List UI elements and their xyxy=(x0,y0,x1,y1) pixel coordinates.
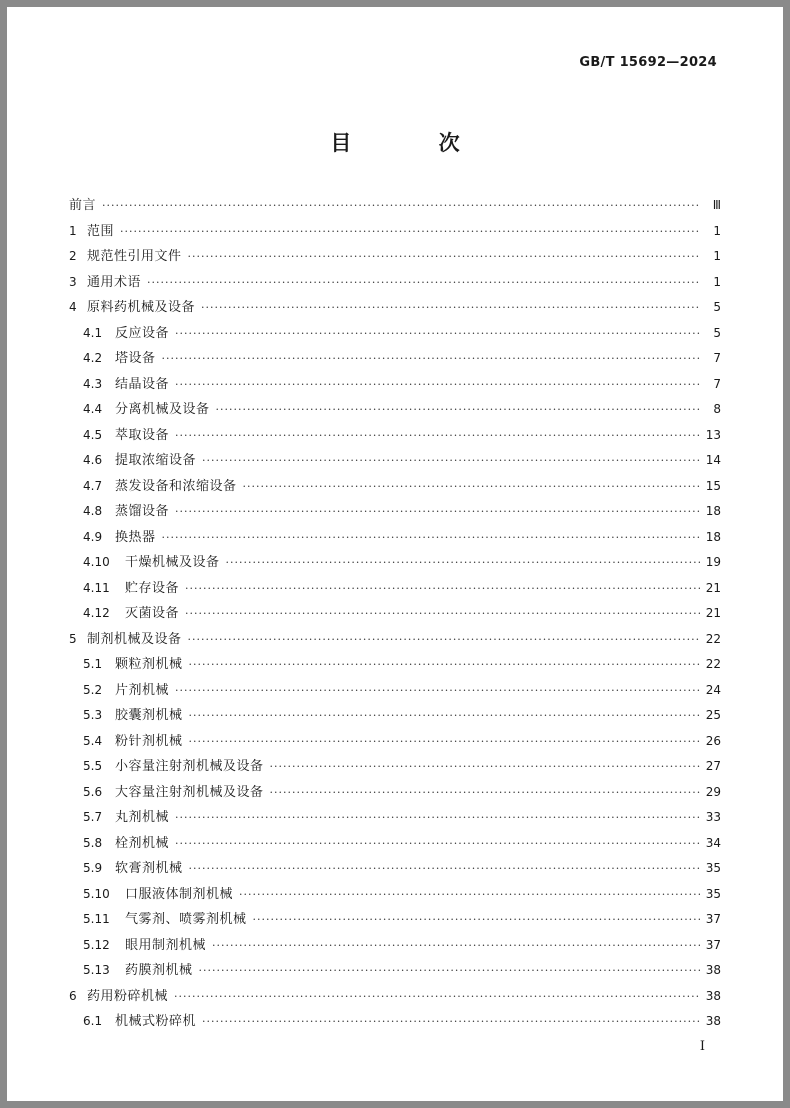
toc-entry-page: 1 xyxy=(713,274,721,289)
toc-entry-page: 18 xyxy=(705,504,721,518)
toc-entry-page: 7 xyxy=(713,376,721,391)
toc-entry-label: 胶囊剂机械 xyxy=(115,708,183,723)
toc-entry-number: 5.1 xyxy=(83,657,103,671)
toc-entry-page: 22 xyxy=(705,657,721,671)
toc-entry-label: 丸剂机械 xyxy=(115,810,170,825)
toc-entry-label: 萃取设备 xyxy=(115,427,170,443)
toc-leader-dots xyxy=(147,270,701,296)
toc-entry-page: 24 xyxy=(705,682,721,697)
toc-entry-page: 22 xyxy=(705,631,721,646)
toc-entry-number: 5.7 xyxy=(83,810,103,824)
toc-entry-number: 4.3 xyxy=(83,376,103,391)
toc-leader-dots xyxy=(189,856,700,882)
toc-entry[interactable] xyxy=(69,882,721,908)
toc-entry[interactable] xyxy=(69,780,721,806)
toc-entry-number: 4.8 xyxy=(83,504,103,518)
toc-entry-page: 38 xyxy=(705,1014,721,1028)
toc-entry-label: 提取浓缩设备 xyxy=(115,453,197,468)
toc-entry-number: 5.12 xyxy=(83,937,110,952)
toc-entry-label: 药膜剂机械 xyxy=(125,963,193,978)
toc-entry-page: 26 xyxy=(705,733,721,748)
toc-leader-dots xyxy=(201,295,701,321)
toc-leader-dots xyxy=(185,601,700,627)
toc-leader-dots xyxy=(188,244,701,270)
toc-entry[interactable] xyxy=(69,525,721,551)
toc-leader-dots xyxy=(243,474,700,500)
toc-entry-number: 4.10 xyxy=(83,555,110,569)
toc-leader-dots xyxy=(175,805,700,831)
toc-entry-label: 片剂机械 xyxy=(115,682,170,698)
toc-leader-dots xyxy=(189,652,700,678)
toc-entry-page: 38 xyxy=(705,963,721,977)
toc-entry-number: 4 xyxy=(69,300,77,314)
toc-entry-label: 结晶设备 xyxy=(115,376,170,392)
toc-leader-dots xyxy=(102,193,701,219)
toc-leader-dots xyxy=(175,321,701,347)
toc-entry-number: 5.2 xyxy=(83,682,103,697)
toc-entry-page: 25 xyxy=(705,708,721,722)
toc-entry-page: 38 xyxy=(705,988,721,1003)
toc-leader-dots xyxy=(188,627,700,653)
toc-entry-number: 6.1 xyxy=(83,1014,103,1028)
toc-entry-page: 14 xyxy=(705,453,721,467)
toc-entry-label: 软膏剂机械 xyxy=(115,861,183,876)
toc-leader-dots xyxy=(212,933,700,959)
toc-entry-page: 19 xyxy=(705,555,721,569)
toc-entry-page: 5 xyxy=(713,300,721,314)
toc-entry[interactable] xyxy=(69,270,721,296)
toc-entry-number: 5.8 xyxy=(83,835,103,850)
toc-entry-page: 13 xyxy=(705,427,721,442)
page-number: I xyxy=(699,1039,705,1054)
toc-entry[interactable] xyxy=(69,805,721,831)
toc-entry-label: 塔设备 xyxy=(115,351,156,366)
toc-leader-dots xyxy=(253,907,700,933)
toc-entry-label: 灭菌设备 xyxy=(125,606,180,621)
toc-leader-dots xyxy=(216,397,701,423)
toc-entry[interactable] xyxy=(69,499,721,525)
toc-leader-dots xyxy=(199,958,700,984)
toc-entry-page: 34 xyxy=(705,835,721,850)
toc-entry-label: 范围 xyxy=(87,223,115,239)
toc-entry-page: 7 xyxy=(713,351,721,365)
toc-entry-label: 气雾剂、喷雾剂机械 xyxy=(125,912,247,927)
toc-entry[interactable] xyxy=(69,423,721,449)
toc-entry-label: 颗粒剂机械 xyxy=(115,657,183,672)
toc-entry-label: 大容量注射剂机械及设备 xyxy=(115,784,264,800)
toc-entry-label: 通用术语 xyxy=(87,274,142,290)
toc-entry-page: 33 xyxy=(705,810,721,824)
toc-entry-page: 37 xyxy=(705,937,721,952)
toc-entry-number: 4.11 xyxy=(83,580,110,595)
toc-entry-label: 干燥机械及设备 xyxy=(125,555,220,570)
toc-entry-number: 5.4 xyxy=(83,733,103,748)
toc-leader-dots xyxy=(175,423,700,449)
toc-entry[interactable] xyxy=(69,627,721,653)
toc-entry[interactable] xyxy=(69,474,721,500)
toc-entry-label: 原料药机械及设备 xyxy=(87,300,196,315)
toc-entry-label: 栓剂机械 xyxy=(115,835,170,851)
toc-leader-dots xyxy=(162,346,701,372)
toc-entry[interactable] xyxy=(69,601,721,627)
toc-entry-label: 贮存设备 xyxy=(125,580,180,596)
toc-entry-page: 15 xyxy=(705,478,721,493)
toc-entry-label: 药用粉碎机械 xyxy=(87,988,169,1004)
toc-entry-label: 前言 xyxy=(69,198,97,213)
toc-entry-number: 5.13 xyxy=(83,963,110,977)
toc-leader-dots xyxy=(162,525,700,551)
toc-leader-dots xyxy=(239,882,700,908)
toc-entry-page: 1 xyxy=(713,249,721,263)
document-page xyxy=(7,7,783,1101)
toc-entry-label: 机械式粉碎机 xyxy=(115,1014,197,1029)
toc-entry-label: 制剂机械及设备 xyxy=(87,631,182,647)
toc-entry[interactable] xyxy=(69,933,721,959)
toc-entry-page: Ⅲ xyxy=(712,198,721,212)
toc-entry-number: 4.1 xyxy=(83,325,103,340)
toc-entry-label: 分离机械及设备 xyxy=(115,402,210,417)
toc-entry[interactable] xyxy=(69,729,721,755)
toc-entry-number: 4.2 xyxy=(83,351,103,365)
toc-entry[interactable] xyxy=(69,193,721,219)
page-title: 目 次 xyxy=(330,131,500,155)
toc-entry-page: 35 xyxy=(705,861,721,875)
toc-leader-dots xyxy=(175,499,700,525)
toc-entry-number: 5.3 xyxy=(83,708,103,722)
toc-entry[interactable] xyxy=(69,984,721,1010)
toc-entry[interactable] xyxy=(69,754,721,780)
toc-entry-page: 21 xyxy=(705,580,721,595)
standard-number: GB/T 15692—2024 xyxy=(579,55,717,70)
toc-entry[interactable] xyxy=(69,321,721,347)
toc-leader-dots xyxy=(202,448,700,474)
toc-entry[interactable] xyxy=(69,1009,721,1035)
toc-entry-number: 4.12 xyxy=(83,606,110,620)
toc-entry-page: 29 xyxy=(705,784,721,799)
toc-entry-page: 35 xyxy=(705,886,721,901)
toc-entry[interactable] xyxy=(69,448,721,474)
toc-entry[interactable] xyxy=(69,652,721,678)
toc-leader-dots xyxy=(270,780,700,806)
toc-leader-dots xyxy=(270,754,700,780)
toc-entry-number: 4.7 xyxy=(83,478,103,493)
toc-entry-number: 4.4 xyxy=(83,402,103,416)
toc-entry-number: 3 xyxy=(69,274,77,289)
toc-entry-page: 18 xyxy=(705,529,721,544)
toc-entry-label: 口服液体制剂机械 xyxy=(125,886,234,902)
toc-entry-label: 换热器 xyxy=(115,529,156,545)
toc-entry-number: 4.9 xyxy=(83,529,103,544)
toc-entry-label: 眼用制剂机械 xyxy=(125,937,207,953)
toc-entry-page: 21 xyxy=(705,606,721,620)
toc-leader-dots xyxy=(175,372,701,398)
toc-entry[interactable] xyxy=(69,831,721,857)
toc-entry-label: 蒸发设备和浓缩设备 xyxy=(115,478,237,494)
toc-entry[interactable] xyxy=(69,372,721,398)
toc-entry-label: 蒸馏设备 xyxy=(115,504,170,519)
toc-leader-dots xyxy=(226,550,700,576)
toc-entry[interactable] xyxy=(69,678,721,704)
toc-entry-page: 5 xyxy=(713,325,721,340)
toc-entry[interactable] xyxy=(69,576,721,602)
toc-leader-dots xyxy=(174,984,700,1010)
toc-entry-number: 5.11 xyxy=(83,912,110,926)
toc-entry[interactable] xyxy=(69,550,721,576)
table-of-contents xyxy=(69,193,721,1035)
toc-entry[interactable] xyxy=(69,295,721,321)
toc-entry-label: 反应设备 xyxy=(115,325,170,341)
toc-entry[interactable] xyxy=(69,856,721,882)
toc-entry-number: 5 xyxy=(69,631,77,646)
toc-entry-page: 37 xyxy=(705,912,721,926)
toc-entry[interactable] xyxy=(69,958,721,984)
toc-leader-dots xyxy=(185,576,700,602)
toc-leader-dots xyxy=(189,703,700,729)
toc-leader-dots xyxy=(189,729,700,755)
toc-entry[interactable] xyxy=(69,244,721,270)
toc-leader-dots xyxy=(175,831,700,857)
toc-entry-number: 4.6 xyxy=(83,453,103,467)
toc-entry-page: 8 xyxy=(713,402,721,416)
toc-entry-number: 1 xyxy=(69,223,77,238)
toc-entry-number: 4.5 xyxy=(83,427,103,442)
toc-entry-page: 1 xyxy=(713,223,721,238)
toc-leader-dots xyxy=(120,219,701,245)
toc-entry-number: 5.10 xyxy=(83,886,110,901)
toc-entry-number: 5.9 xyxy=(83,861,103,875)
toc-leader-dots xyxy=(202,1009,700,1035)
toc-entry-label: 规范性引用文件 xyxy=(87,249,182,264)
toc-entry-label: 小容量注射剂机械及设备 xyxy=(115,759,264,774)
toc-leader-dots xyxy=(175,678,700,704)
toc-entry-label: 粉针剂机械 xyxy=(115,733,183,749)
toc-entry-number: 6 xyxy=(69,988,77,1003)
toc-entry[interactable] xyxy=(69,703,721,729)
toc-entry-number: 5.6 xyxy=(83,784,103,799)
toc-entry[interactable] xyxy=(69,907,721,933)
toc-entry[interactable] xyxy=(69,346,721,372)
toc-entry-page: 27 xyxy=(705,759,721,773)
toc-entry[interactable] xyxy=(69,397,721,423)
toc-entry-number: 5.5 xyxy=(83,759,103,773)
toc-entry[interactable] xyxy=(69,219,721,245)
toc-entry-number: 2 xyxy=(69,249,77,263)
